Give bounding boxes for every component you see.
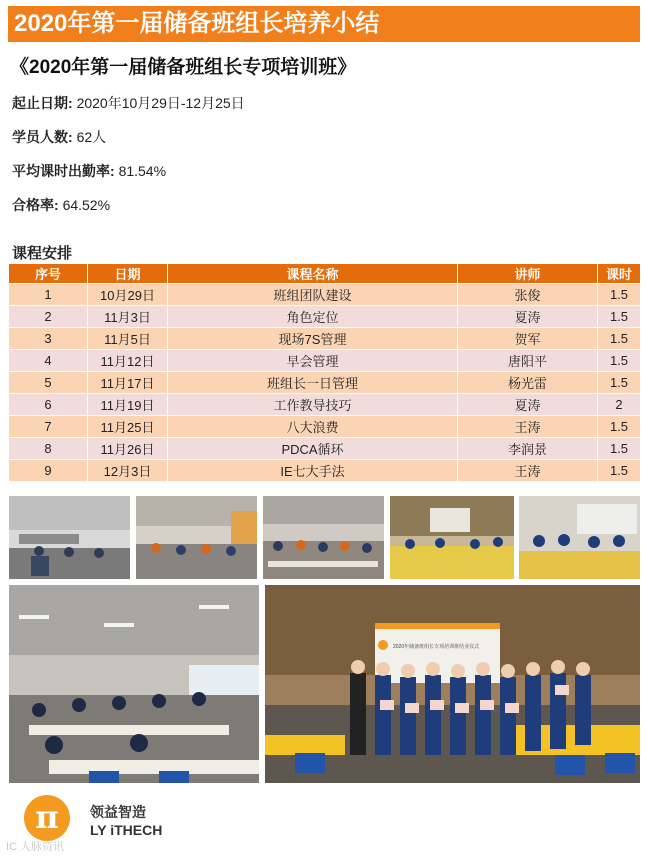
row-date: 11月12日 xyxy=(88,350,168,372)
table-row xyxy=(9,394,641,416)
table-row xyxy=(9,460,641,482)
row-number: 6 xyxy=(9,394,88,416)
row-number: 3 xyxy=(9,328,88,350)
row-course-name: 工作教导技巧 xyxy=(168,394,458,416)
row-date: 11月25日 xyxy=(88,416,168,438)
training-photo-5 xyxy=(519,496,640,579)
period-value: 2020年10月29日-12月25日 xyxy=(76,95,245,111)
training-program-title: 《2020年第一届储备班组长专项培训班》 xyxy=(10,57,357,78)
row-course-name: 班组长一日管理 xyxy=(168,372,458,394)
row-instructor: 夏涛 xyxy=(458,394,598,416)
row-date: 11月5日 xyxy=(88,328,168,350)
table-row xyxy=(9,306,641,328)
row-date: 12月3日 xyxy=(88,460,168,482)
attendance-label: 平均课时出勤率: xyxy=(12,163,115,179)
row-course-name: PDCA循环 xyxy=(168,438,458,460)
row-instructor: 王涛 xyxy=(458,416,598,438)
brand-name-cn: 领益智造 xyxy=(90,804,146,820)
row-instructor: 夏涛 xyxy=(458,306,598,328)
row-course-name: 八大浪费 xyxy=(168,416,458,438)
table-row xyxy=(9,438,641,460)
period-label: 起止日期: xyxy=(12,95,73,111)
pass-rate-line xyxy=(12,195,110,215)
company-logo xyxy=(24,795,70,841)
pass-rate-value: 64.52% xyxy=(62,197,111,213)
row-instructor: 唐阳平 xyxy=(458,350,598,372)
row-number: 7 xyxy=(9,416,88,438)
course-schedule-table xyxy=(8,263,641,482)
brand-name-en: LY iTHECH xyxy=(90,822,163,838)
table-header-row xyxy=(9,264,641,284)
row-number: 4 xyxy=(9,350,88,372)
pass-rate-label: 合格率: xyxy=(12,197,59,213)
row-date: 10月29日 xyxy=(88,284,168,306)
watermark: IC 人脉资讯 xyxy=(6,841,65,853)
students-label: 学员人数: xyxy=(12,129,73,145)
column-header: 讲师 xyxy=(458,264,598,284)
table-row xyxy=(9,284,641,306)
row-course-name: 现场7S管理 xyxy=(168,328,458,350)
row-course-name: IE七大手法 xyxy=(168,460,458,482)
table-row xyxy=(9,350,641,372)
row-date: 11月19日 xyxy=(88,394,168,416)
row-date: 11月17日 xyxy=(88,372,168,394)
screen-banner-text: 2020年储备班组长专项培训班结业仪式 xyxy=(393,644,480,650)
row-course-name: 角色定位 xyxy=(168,306,458,328)
row-instructor: 贺军 xyxy=(458,328,598,350)
row-instructor: 杨光雷 xyxy=(458,372,598,394)
row-course-name: 班组团队建设 xyxy=(168,284,458,306)
row-date: 11月3日 xyxy=(88,306,168,328)
training-photo-2 xyxy=(136,496,257,579)
attendance-value: 81.54% xyxy=(118,163,167,179)
column-header: 日期 xyxy=(88,264,168,284)
row-hours: 1.5 xyxy=(598,438,641,460)
row-hours: 1.5 xyxy=(598,284,641,306)
table-row xyxy=(9,328,641,350)
period-line xyxy=(12,93,245,113)
schedule-heading: 课程安排 xyxy=(12,245,73,262)
row-instructor: 王涛 xyxy=(458,460,598,482)
row-hours: 2 xyxy=(598,394,641,416)
page-title: 2020年第一届储备班组长培养小结 xyxy=(8,6,640,42)
row-date: 11月26日 xyxy=(88,438,168,460)
row-number: 5 xyxy=(9,372,88,394)
row-hours: 1.5 xyxy=(598,416,641,438)
table-row xyxy=(9,416,641,438)
column-header: 课时 xyxy=(598,264,641,284)
training-photo-graduation xyxy=(265,585,640,783)
students-line xyxy=(12,127,106,147)
attendance-line xyxy=(12,161,166,181)
row-hours: 1.5 xyxy=(598,460,641,482)
row-number: 1 xyxy=(9,284,88,306)
row-instructor: 张俊 xyxy=(458,284,598,306)
training-photo-4 xyxy=(390,496,514,579)
training-photo-3 xyxy=(263,496,384,579)
students-value: 62人 xyxy=(76,129,107,145)
training-photo-1 xyxy=(9,496,130,579)
table-row xyxy=(9,372,641,394)
row-number: 2 xyxy=(9,306,88,328)
row-course-name: 早会管理 xyxy=(168,350,458,372)
row-hours: 1.5 xyxy=(598,372,641,394)
row-instructor: 李润景 xyxy=(458,438,598,460)
row-hours: 1.5 xyxy=(598,350,641,372)
row-hours: 1.5 xyxy=(598,328,641,350)
row-hours: 1.5 xyxy=(598,306,641,328)
column-header: 课程名称 xyxy=(168,264,458,284)
training-photo-classroom xyxy=(9,585,259,783)
column-header: 序号 xyxy=(9,264,88,284)
row-number: 9 xyxy=(9,460,88,482)
pi-logo-icon: π xyxy=(35,798,59,836)
row-number: 8 xyxy=(9,438,88,460)
